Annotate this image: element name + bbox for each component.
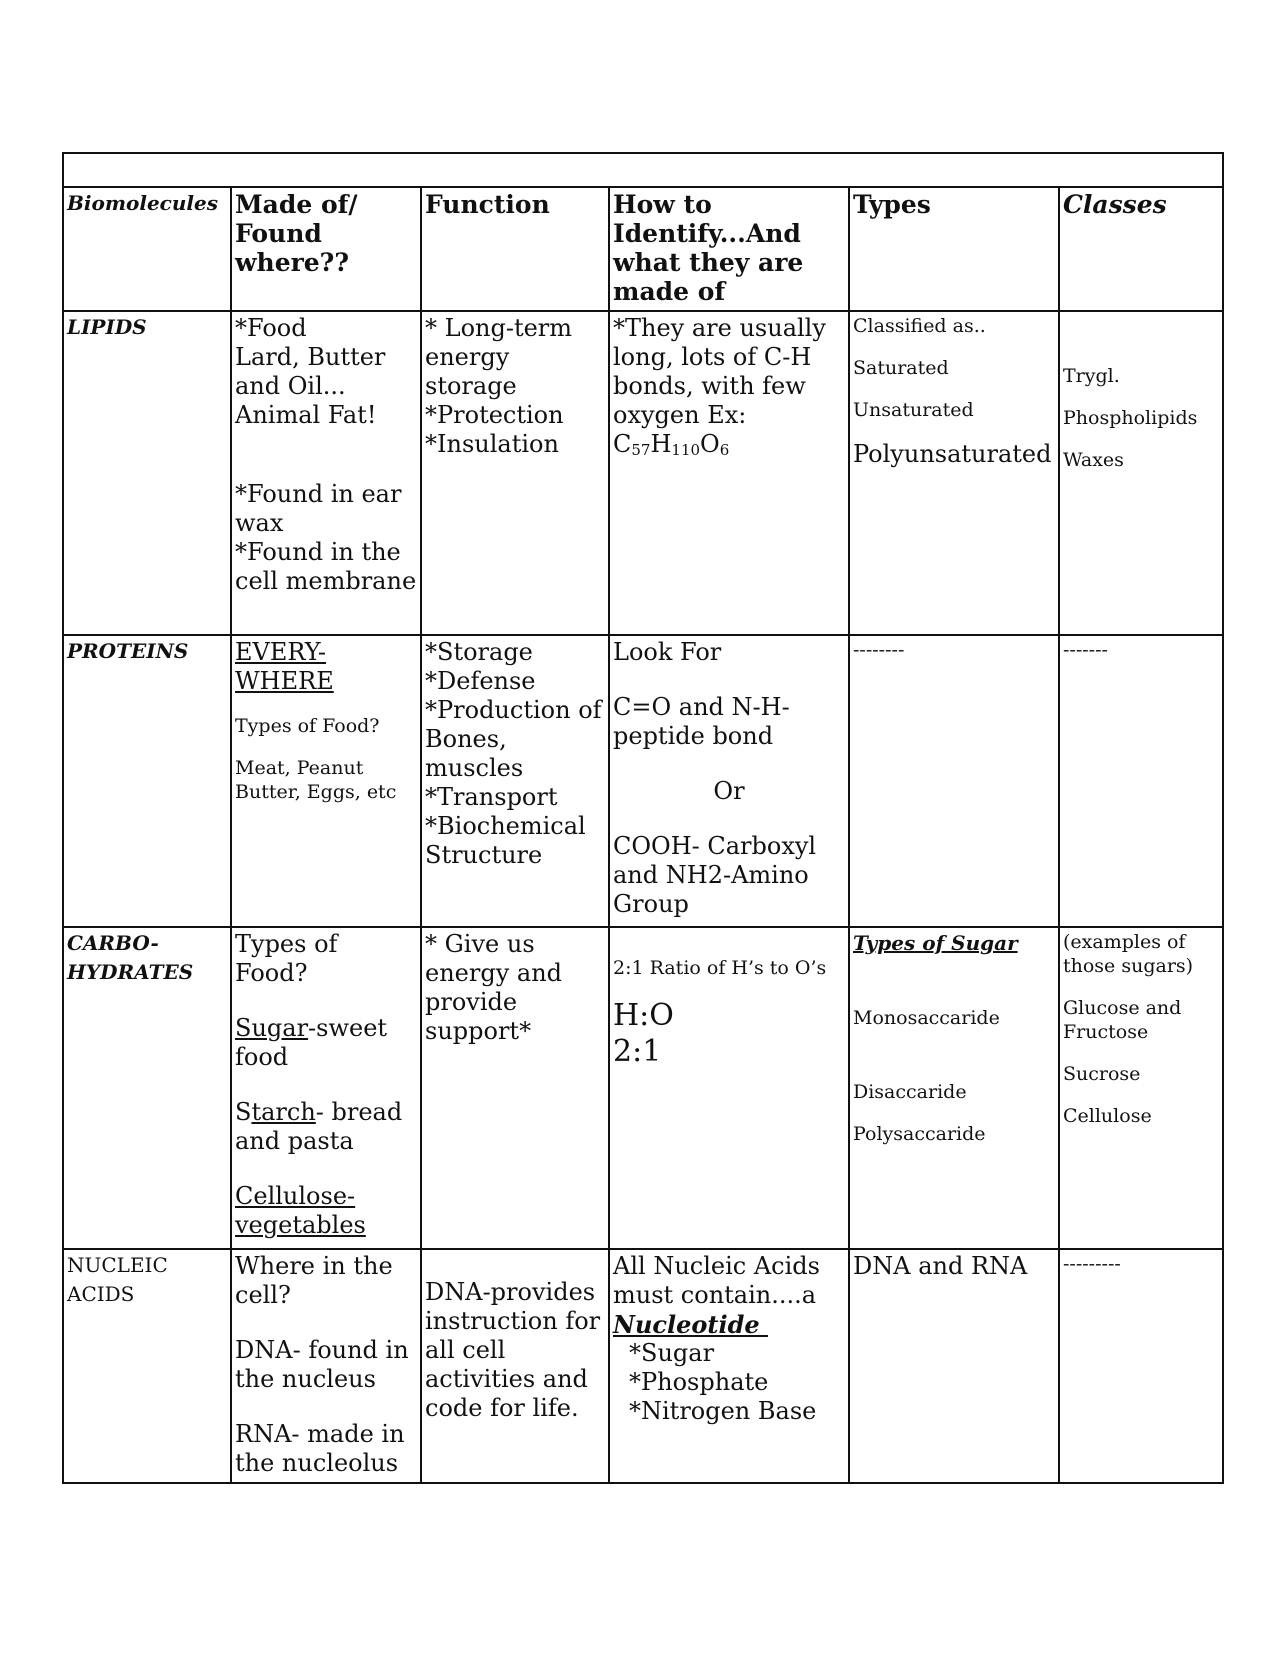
lipids-function-cell [421, 311, 609, 635]
carbs-classes-intro: (examples of those sugars) [1063, 931, 1194, 977]
nucleic-identify-cell [609, 1249, 849, 1483]
proteins-row [63, 635, 1223, 927]
lipids-row [63, 311, 1223, 635]
lipids-function-item: * Long-term energy storage [425, 314, 580, 400]
lipids-formula: $C_{57}H_{110}O_6$ [613, 430, 730, 459]
carbs-row [63, 927, 1223, 1249]
lipids-label-cell [63, 311, 231, 635]
nucleic-classes-text: --------- [1063, 1253, 1121, 1275]
proteins-label: PROTEINS [67, 639, 189, 663]
carbs-type-item: Polysaccaride [853, 1123, 986, 1145]
proteins-made-of-item: Meat, Peanut Butter, Eggs, etc [235, 757, 397, 803]
carbs-made-of-cell [231, 927, 421, 1249]
lipids-type-item: Classified as.. [853, 315, 986, 337]
nucleic-function-text: DNA-provides instruction for all cell activities and code for life. [425, 1278, 601, 1422]
nucleic-label-cell [63, 1249, 231, 1483]
nucleic-identify-item: *Nitrogen Base [629, 1397, 817, 1425]
proteins-function-cell [421, 635, 609, 927]
carbs-made-of-starch: Starch- bread and pasta [235, 1098, 410, 1155]
carbs-identify-ratio-value: 2:1 [613, 1034, 662, 1069]
lipids-type-item: Unsaturated [853, 399, 974, 421]
lipids-type-item: Polyunsaturated [853, 440, 1052, 468]
carbs-made-of-intro: Types of Food? [235, 930, 346, 987]
proteins-identify-item: Look For [613, 638, 722, 666]
nucleic-made-of-cell [231, 1249, 421, 1483]
lipids-made-of-cell [231, 311, 421, 635]
carbs-made-of-sugar: Sugar-sweet food [235, 1014, 395, 1071]
lipids-label: LIPIDS [67, 315, 147, 339]
lipids-function-item: *Insulation [425, 430, 559, 458]
proteins-types-text: -------- [853, 639, 905, 661]
header-made-of: Made of/ Found where?? [231, 187, 421, 311]
nucleic-identify-nucleotide: Nucleotide [613, 1310, 769, 1339]
carbs-made-of-cellulose: Cellulose-vegetables [235, 1182, 366, 1239]
carbs-identify-text: 2:1 Ratio of H’s to O’s [613, 957, 827, 979]
proteins-made-of-item: Types of Food? [235, 715, 380, 737]
lipids-class-item: Trygl. [1063, 365, 1120, 387]
lipids-identify-cell [609, 311, 849, 635]
carbs-identify-cell [609, 927, 849, 1249]
carbs-types-cell [849, 927, 1059, 1249]
nucleic-row [63, 1249, 1223, 1483]
proteins-identify-item: COOH- Carboxyl and NH2-Amino Group [613, 832, 824, 918]
lipids-made-of-item: *Found in the cell membrane [235, 538, 417, 595]
proteins-identify-item: Or [713, 777, 745, 805]
carbs-label: CARBO-HYDRATES [67, 931, 194, 984]
proteins-function-item: *Defense [425, 667, 536, 695]
carbs-type-item: Disaccaride [853, 1081, 967, 1103]
nucleic-made-of-item: Where in the cell? [235, 1252, 401, 1309]
proteins-identify-item: C=O and N-H- peptide bond [613, 693, 798, 750]
header-biomolecules-text: Biomolecules [67, 191, 218, 215]
nucleic-made-of-item: RNA- made in the nucleolus [235, 1420, 413, 1477]
lipids-made-of-item: *Food [235, 314, 307, 342]
title-row [63, 153, 1223, 187]
carbs-classes-cell [1059, 927, 1223, 1249]
nucleic-function-cell [421, 1249, 609, 1483]
carbs-class-item: Sucrose [1063, 1063, 1141, 1085]
nucleic-identify-item: *Sugar [629, 1339, 715, 1367]
proteins-made-of-cell [231, 635, 421, 927]
nucleic-label: NUCLEIC ACIDS [67, 1253, 168, 1306]
proteins-classes-text: ------- [1063, 639, 1108, 661]
proteins-function-item: *Transport [425, 783, 558, 811]
nucleic-classes-cell [1059, 1249, 1223, 1483]
nucleic-types-cell [849, 1249, 1059, 1483]
carbs-label-cell [63, 927, 231, 1249]
lipids-type-item: Saturated [853, 357, 949, 379]
nucleic-identify-item: *Phosphate [629, 1368, 769, 1396]
carbs-class-item: Cellulose [1063, 1105, 1152, 1127]
carbs-type-item: Monosaccaride [853, 1007, 1000, 1029]
header-biomolecules [63, 187, 231, 311]
proteins-label-cell [63, 635, 231, 927]
proteins-function-item: *Biochemical Structure [425, 812, 594, 869]
proteins-identify-cell [609, 635, 849, 927]
header-types: Types [849, 187, 1059, 311]
header-classes: Classes [1059, 187, 1223, 311]
lipids-made-of-item: Lard, Butter and Oil... [235, 343, 394, 400]
proteins-function-item: *Storage [425, 638, 533, 666]
lipids-made-of-item: *Found in ear wax [235, 480, 410, 537]
lipids-made-of-item: Animal Fat! [235, 401, 377, 429]
carbs-identify-ratio-label: H:O [613, 998, 674, 1033]
header-function: Function [421, 187, 609, 311]
nucleic-made-of-item: DNA- found in the nucleus [235, 1336, 417, 1393]
biomolecules-table [62, 152, 1224, 1484]
lipids-function-item: *Protection [425, 401, 564, 429]
biomolecules-table-page [62, 152, 1222, 1484]
carbs-function-cell [421, 927, 609, 1249]
header-identify: How to Identify...And what they are made of [609, 187, 849, 311]
proteins-function-item: *Production of Bones, muscles [425, 696, 610, 782]
carbs-class-item: Glucose and Fructose [1063, 997, 1188, 1043]
carbs-types-title: Types of Sugar [853, 931, 1018, 955]
title-cell [63, 153, 1223, 187]
proteins-classes-cell [1059, 635, 1223, 927]
proteins-types-cell [849, 635, 1059, 927]
nucleic-identify-text: All Nucleic Acids must contain....a [613, 1252, 820, 1309]
proteins-made-of-item: EVERY-WHERE [235, 638, 334, 695]
nucleic-types-text: DNA and RNA [853, 1252, 1028, 1280]
lipids-classes-cell [1059, 311, 1223, 635]
lipids-identify-text: *They are usually long, lots of C-H bonds, with few oxygen Ex: [613, 314, 826, 429]
lipids-types-cell [849, 311, 1059, 635]
lipids-class-item: Phospholipids [1063, 407, 1198, 429]
carbs-function-text: * Give us energy and provide support* [425, 930, 563, 1045]
lipids-class-item: Waxes [1063, 449, 1124, 471]
header-row [63, 187, 1223, 311]
